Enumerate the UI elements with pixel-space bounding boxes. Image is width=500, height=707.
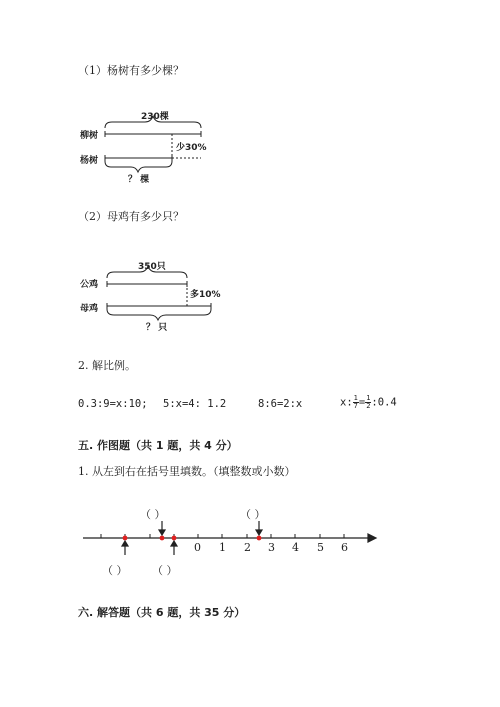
q2-row1-label: 公鸡: [80, 280, 99, 290]
q1-top-label: 230棵: [141, 112, 169, 122]
fraction-numerator: 1: [353, 394, 358, 402]
q1-bar-diagram: [105, 116, 201, 172]
fraction-numerator: 1: [366, 394, 371, 402]
equation-2: 5:x=4: 1.2: [163, 398, 227, 410]
q1-title: （1）杨树有多少棵？: [78, 64, 184, 77]
equation-1: 0.3:9=x:10;: [78, 398, 148, 410]
answer-paren-above-1[interactable]: （ ）: [140, 508, 166, 521]
marker-point-3: [172, 536, 177, 541]
section-5-question-1: 1. 从左到右在括号里填数。（填整数或小数）: [78, 465, 296, 478]
q2-title: （2）母鸡有多少只？: [78, 210, 184, 223]
section-6-heading: 六. 解答题（共 6 题，共 35 分）: [78, 606, 246, 619]
q2-row2-label: 母鸡: [80, 304, 99, 314]
q1-row2-label: 杨树: [80, 156, 99, 166]
number-line-arrowhead: [368, 534, 376, 542]
marker-point-2: [160, 536, 165, 541]
q1-row1-label: 柳树: [80, 131, 99, 141]
fraction-denominator: 2: [366, 402, 371, 410]
fraction-denominator: 7: [353, 402, 358, 410]
equation-3: 8:6=2:x: [258, 398, 303, 410]
tick-label-5: 5: [317, 541, 324, 554]
q1-top-brace: [105, 116, 201, 128]
tick-label-2: 2: [244, 541, 251, 554]
section-5-heading: 五. 作图题（共 1 题，共 4 分）: [78, 439, 238, 452]
q1-diff-label: 少30%: [176, 143, 207, 153]
answer-paren-below-2[interactable]: （ ）: [152, 564, 178, 577]
eq4-post: :0.4: [371, 396, 397, 409]
q2-bar-diagram: [107, 266, 211, 320]
q1-bottom-brace: [105, 161, 172, 172]
tick-label-4: 4: [292, 541, 299, 554]
q2-diff-label: 多10%: [190, 290, 221, 300]
marker-point-4: [257, 536, 262, 541]
eq4-pre: x:: [340, 396, 353, 409]
answer-paren-below-1[interactable]: （ ）: [102, 564, 128, 577]
q2-bottom-brace: [107, 309, 211, 320]
tick-label-6: 6: [341, 541, 348, 554]
q2-bottom-label: ？ 只: [146, 323, 168, 333]
answer-paren-above-2[interactable]: （ ）: [240, 508, 266, 521]
tick-label-3: 3: [268, 541, 275, 554]
tick-label-0: 0: [194, 541, 201, 554]
marker-point-1: [123, 536, 128, 541]
q1-bottom-label: ？ 棵: [128, 175, 150, 185]
proportion-heading: 2. 解比例。: [78, 359, 136, 372]
q2-top-brace: [107, 266, 187, 278]
eq4-equals: =: [358, 396, 366, 409]
q2-top-label: 350只: [138, 262, 166, 272]
tick-label-1: 1: [219, 541, 226, 554]
